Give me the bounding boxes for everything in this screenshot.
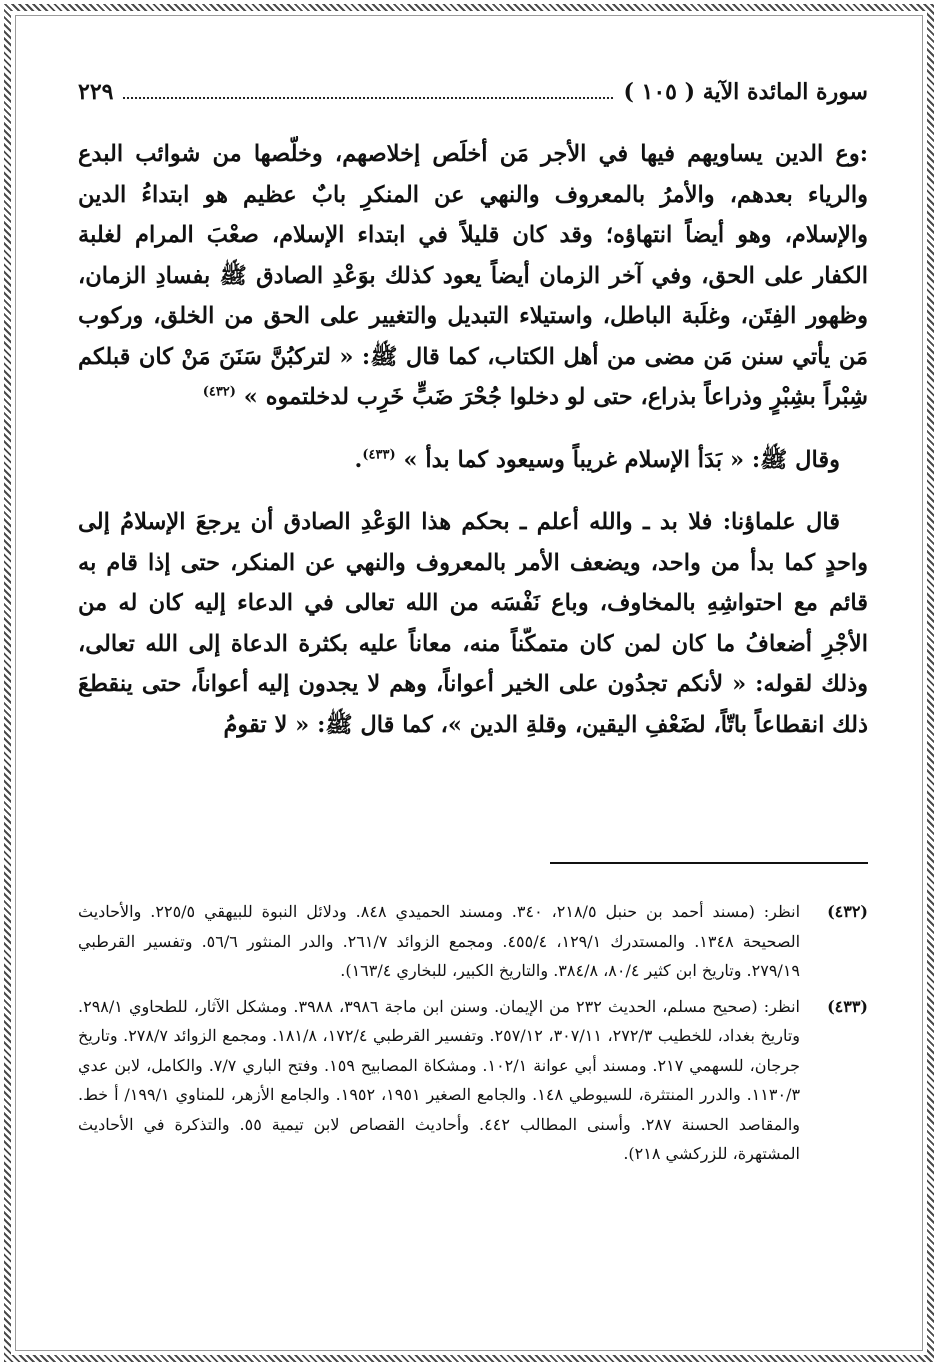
paragraph-text: ‏:وع الدين يساويهم فيها في الأجر مَن أخلَص إخلاصهم، وخلّصها من شوائب البدع والرياء بعدهم، والأمرُ بالمعروف والنهي عن المنكرِ بابٌ عظيم هو ابتداءُ الدين والإسلام، وهو أيضاً انتهاؤه؛ وقد كان قليلاً في ابتداء الإسلام، صعْبَ المرام لغلبة الكفار على الحق، وفي آخر الزمان أيضاً يعود كذلك بوَعْدِ الصادق ﷺ بفسادِ الزمان، وظهور الفِتَن، وغلَبة الباطل، واستيلاء التبديل والتغيير على الحق من الخلق، وركوب مَن يأتي سنن مَن مضى من أهل الكتاب، كما قال ﷺ: « لتركبُنَّ سَنَنَ مَنْ كان قبلكم شِبْراً بشِبْرٍ وذراعاً بذراع، حتى لو دخلوا جُحْرَ ضَبٍّ خَرِب لدخلتموه » [78, 141, 868, 410]
paragraph [78, 502, 868, 745]
footnote-number: (٤٣٢) [827, 902, 868, 921]
paragraph-text: قال علماؤنا: فلا بد ـ والله أعلم ـ بحكم هذا الوَعْدِ الصادق أن يرجعَ الإسلامُ إلى واحدٍ كما بدأ من واحد، ويضعف الأمر بالمعروف والنهي عن المنكر، حتى إذا قام به قائم مع احتواشِهِ بالمخاوف، وباع نَفْسَه من الله تعالى في الدعاء إليه كان له من الأجْرِ أضعافُ ما كان لمن كان متمكّناً منه، معاناً عليه بكثرة الدعاة إلى الله تعالى، وذلك لقوله: « لأنكم تجدُون على الخير أعواناً، وهم لا يجدون إليه أعواناً، حتى ينقطعَ ذلك انقطاعاً باتّاً، لضَعْفِ اليقين، وقلةِ الدين »، كما قال ﷺ: « لا تقومُ [78, 509, 868, 738]
paragraph-text: وقال ﷺ: « بَدَأ الإسلام غريباً وسيعود كما بدأ » [403, 446, 840, 473]
footnote-text: انظر: (صحيح مسلم، الحديث ٢٣٢ من الإيمان. وسنن ابن ماجة ٣٩٨٦، ٣٩٨٨. ومشكل الآثار، للطحاوي ٢٩٨/١. وتاريخ بغداد، للخطيب ٢٧٢/٣، ٣٠٧/١١، ٢٥٧/١٢. وتفسير القرطبي ١٧٢/٤، ١٨١/٨. ومجمع الزوائد ٢٧٨/٧. وتاريخ جرجان، للسهمي ٢١٧. ومسند أبي عوانة ١٠٢/١. ومشكاة المصابيح ١٥٩. وفتح الباري ٧/٧. والكامل، لابن عدي ١١٣٠/٣. والدرر المنتثرة، للسيوطي ١٤٨. والجامع الصغير ١٩٥١، ١٩٥٢. والجامع الأزهر، للمناوي ١٩٩/١/ أ خط. والمقاصد الحسنة ٢٨٧. وأسنى المطالب ٤٤٢. وأحاديث القصاص لابن تيمية ٥٥. والتذكرة في الأحاديث المشتهرة، للزركشي ٢١٨). [78, 996, 801, 1163]
book-page [78, 72, 868, 1163]
paragraph: وقال ﷺ: « بَدَأ الإسلام غريباً وسيعود كما بدأ » $^{(٤٣٣)}$. [354, 446, 840, 473]
footnotes [78, 897, 868, 1175]
footnote-reference: (٤٣٢) [202, 384, 236, 400]
footnote-separator [550, 862, 868, 864]
chapter-title: سورة المائدة الآية ( ١٠٥ ) [623, 79, 868, 105]
footnote [78, 897, 868, 986]
footnote [78, 992, 868, 1169]
footnote-reference: (٤٣٣) [362, 447, 396, 462]
main-text [78, 134, 868, 745]
footnote-text: انظر: (مسند أحمد بن حنبل ٢١٨/٥، ٣٤٠. ومسند الحميدي ٨٤٨. ودلائل النبوة للبيهقي ٢٢٥/٥. والأحاديث الصحيحة ١٣٤٨. والمستدرك ١٢٩/١، ٤٥٥/٤. ومجمع الزوائد ٢٦١/٧. والدر المنثور ٥٦/٦. وتفسير القرطبي ٢٧٩/١٩. وتاريخ ابن كثير ٨٠/٤، ٣٨٤/٨. والتاريخ الكبير، للبخاري ١٦٣/٤). [78, 902, 801, 980]
leader-dots [123, 97, 613, 99]
paragraph [78, 134, 868, 418]
running-header [78, 72, 868, 112]
page-number: ٢٢٩ [78, 79, 114, 105]
footnote-number: (٤٣٣) [827, 996, 868, 1016]
